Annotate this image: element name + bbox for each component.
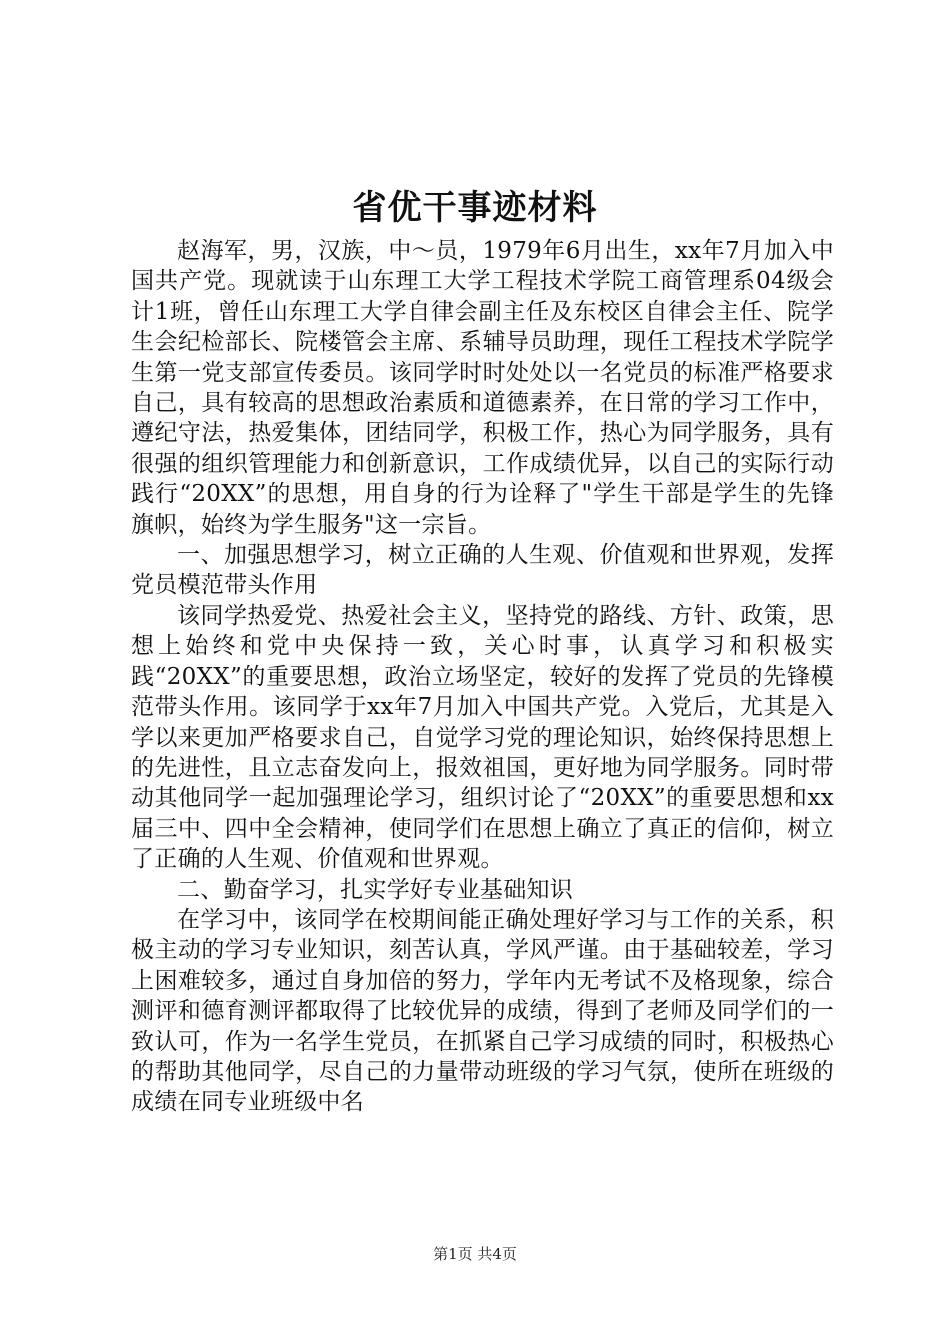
paragraph-section-2: 在学习中，该同学在校期间能正确处理好学习与工作的关系，积极主动的学习专业知识，刻苦认真，学风严谨。由于基础较差，学习上困难较多，通过自身加倍的努力，学年内无考试不及格现象，综合测评和德育测评都取得了比较优异的成绩，得到了老师及同学们的一致认可，作为一名学生党员，在抓紧自己学习成绩的同时，积极热心的帮助其他同学，尽自己的力量带动班级的学习气氛，使所在班级的成绩在同专业班级中名 xyxy=(131,906,834,1116)
document-title: 省优干事迹材料 xyxy=(352,188,598,228)
section-heading-2: 二、勤奋学习，扎实学好专业基础知识 xyxy=(177,876,574,903)
document-body xyxy=(131,236,834,1118)
page-number-footer: 第1页 共4页 xyxy=(433,1245,517,1263)
paragraph-intro: 赵海军，男，汉族，中～员，1979年6月出生，xx年7月加入中国共产党。现就读于山东理工大学工程技术学院工商管理系04级会计1班，曾任山东理工大学自律会副主任及东校区自律会主任、院学生会纪检部长、院楼管会主席、系辅导员助理，现任工程技术学院学生第一党支部宣传委员。该同学时时处处以一名党员的标准严格要求自己，具有较高的思想政治素质和道德素养，在日常的学习工作中，遵纪守法，热爱集体，团结同学，积极工作，热心为同学服务，具有很强的组织管理能力和创新意识，工作成绩优异，以自己的实际行动践行“20XX”的思想，用自身的行为诠释了"学生干部是学生的先锋旗帜，始终为学生服务"这一宗旨。 xyxy=(131,238,834,538)
section-heading-1: 一、加强思想学习，树立正确的人生观、价值观和世界观，发挥党员模范带头作用 xyxy=(131,542,834,599)
paragraph-section-1: 该同学热爱党、热爱社会主义，坚持党的路线、方针、政策，思想上始终和党中央保持一致，关心时事，认真学习和积极实践“20XX”的重要思想，政治立场坚定，较好的发挥了党员的先锋模范带头作用。该同学于xx年7月加入中国共产党。入党后，尤其是入学以来更加严格要求自己，自觉学习党的理论知识，始终保持思想上的先进性，且立志奋发向上，报效祖国，更好地为同学服务。同时带动其他同学一起加强理论学习，组织讨论了“20XX”的重要思想和xx届三中、四中全会精神，使同学们在思想上确立了真正的信仰，树立了正确的人生观、价值观和世界观。 xyxy=(131,602,834,873)
